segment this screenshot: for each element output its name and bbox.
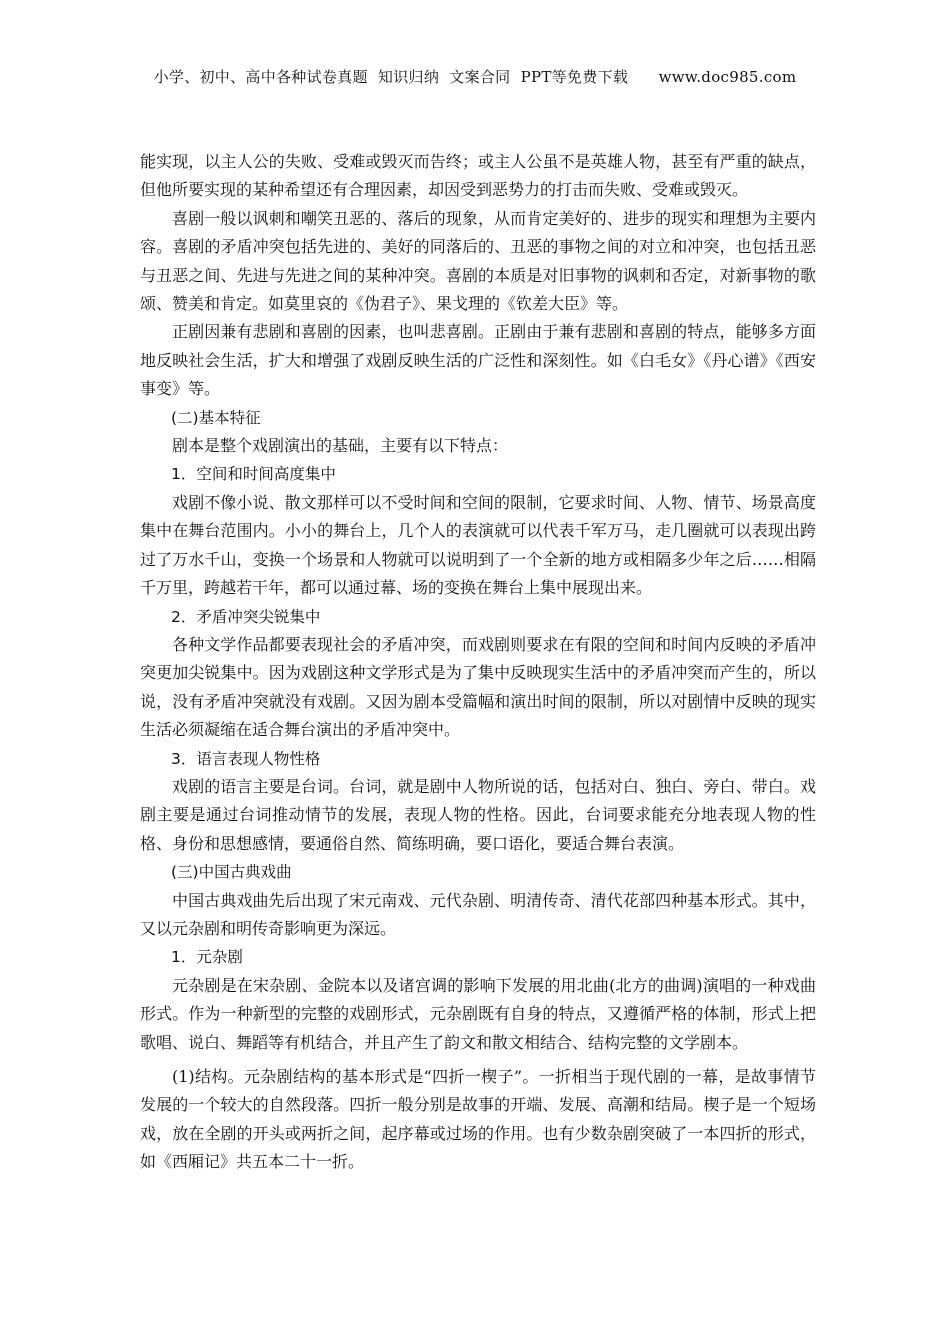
paragraph-comedy: 喜剧一般以讽刺和嘲笑丑恶的、落后的现象，从而肯定美好的、进步的现实和理想为主要内容。喜剧的矛盾冲突包括先进的、美好的同落后的、丑恶的事物之间的对立和冲突，也包括丑恶与丑恶之间、先进与先进之间的某种冲突。喜剧的本质是对旧事物的讽刺和否定，对新事物的歌颂、赞美和肯定。如莫里哀的《伪君子》、果戈理的《钦差大臣》等。 (140, 208, 816, 314)
paragraph-classical-opera: 中国古典戏曲先后出现了宋元南戏、元代杂剧、明清传奇、清代花部四种基本形式。其中，又以元杂剧和明传奇影响更为深远。 (140, 890, 816, 938)
paragraph-structure: (1)结构。元杂剧结构的基本形式是“四折一楔子”。一折相当于现代剧的一幕，是故事情节发展的一个较大的自然段落。四折一般分别是故事的开端、发展、高潮和结局。楔子是一个短场戏，放在全剧的开头或两折之间，起序幕或过场的作用。也有少数杂剧突破了一本四折的形式，如《西厢记》共五本二十一折。 (140, 1067, 816, 1172)
section-heading-classical-opera: (三)中国古典戏曲 (171, 863, 292, 882)
paragraph-conflict: 各种文学作品都要表现社会的矛盾冲突，而戏剧则要求在有限的空间和时间内反映的矛盾冲突更加尖锐集中。因为戏剧这种文学形式是为了集中反映现实生活中的矛盾冲突而产生的，所以说，没有矛盾冲突就没有戏剧。又因为剧本受篇幅和演出时间的限制，所以对剧情中反映的现实生活必须凝缩在适合舞台演出的矛盾冲突中。 (140, 634, 816, 740)
paragraph-drama: 正剧因兼有悲剧和喜剧的因素，也叫悲喜剧。正剧由于兼有悲剧和喜剧的特点，能够多方面地反映社会生活，扩大和增强了戏剧反映生活的广泛性和深刻性。如《白毛女》《丹心谱》《西安事变》等。 (140, 322, 816, 399)
section-heading-basic-features: (二)基本特征 (171, 408, 261, 427)
paragraph-tragedy-continued: 能实现，以主人公的失败、受难或毁灭而告终；或主人公虽不是英雄人物，甚至有严重的缺点，但他所要实现的某种希望还有合理因素，却因受到恶势力的打击而失败、受难或毁灭。 (140, 152, 816, 200)
page-header: 小学、初中、高中各种试卷真题 知识归纳 文案合同 PPT等免费下载 www.doc985.com (153, 68, 797, 86)
paragraph-yuan-zaju: 元杂剧是在宋杂剧、金院本以及诸宫调的影响下发展的用北曲(北方的曲调)演唱的一种戏曲形式。作为一种新型的完整的戏剧形式，元杂剧既有自身的特点，又遵循严格的体制，形式上把歌唱、说白、舞蹈等有机结合，并且产生了韵文和散文相结合、结构完整的文学剧本。 (140, 975, 816, 1052)
document-body (140, 148, 816, 1177)
paragraph-space-time: 戏剧不像小说、散文那样可以不受时间和空间的限制，它要求时间、人物、情节、场景高度集中在舞台范围内。小小的舞台上，几个人的表演就可以代表千军万马，走几圈就可以表现出跨过了万水千山，变换一个场景和人物就可以说明到了一个全新的地方或相隔多少年之后……相隔千万里，跨越若干年，都可以通过幕、场的变换在舞台上集中展现出来。 (140, 492, 816, 598)
paragraph-script-intro: 剧本是整个戏剧演出的基础，主要有以下特点： (172, 436, 509, 456)
subheading-conflict: 2．矛盾冲突尖锐集中 (171, 607, 321, 626)
subheading-language: 3．语言表现人物性格 (171, 749, 321, 768)
subheading-space-time: 1．空间和时间高度集中 (171, 465, 336, 484)
paragraph-language: 戏剧的语言主要是台词。台词，就是剧中人物所说的话，包括对白、独白、旁白、带白。戏剧主要是通过台词推动情节的发展，表现人物的性格。因此，台词要求能充分地表现人物的性格、身份和思想感情，要通俗自然、简练明确，要口语化，要适合舞台表演。 (140, 776, 816, 853)
subheading-yuan-zaju: 1．元杂剧 (171, 948, 243, 967)
